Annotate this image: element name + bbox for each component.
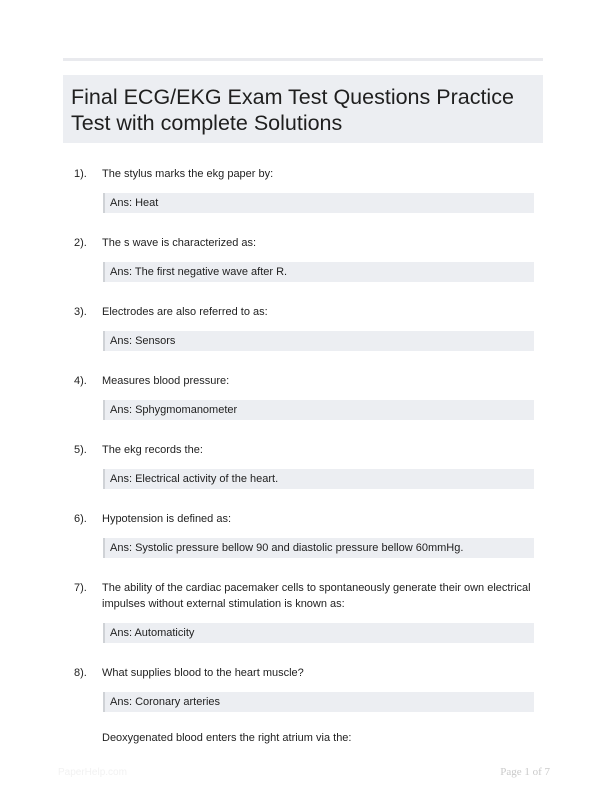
question-text: Electrodes are also referred to as:	[102, 306, 268, 318]
question-item	[0, 442, 606, 489]
question-item	[0, 304, 606, 351]
question-number: 8).	[74, 667, 87, 679]
page-title: Final ECG/EKG Exam Test Questions Practice Test with complete Solutions	[71, 85, 514, 135]
question-text: The ability of the cardiac pacemaker cells to spontaneously generate their own electrical impulses without external stimulation is known as:	[102, 582, 531, 610]
question-text: The ekg records the:	[102, 444, 203, 456]
answer-box: Ans: Heat	[103, 193, 534, 213]
question-text: The s wave is characterized as:	[102, 237, 257, 249]
question-text: Measures blood pressure:	[102, 375, 230, 387]
page-number: Page 1 of 7	[500, 766, 550, 778]
question-list	[0, 166, 606, 712]
question-item	[0, 580, 606, 643]
next-question-text: Deoxygenated blood enters the right atrium via the:	[102, 732, 352, 744]
question-number: 5).	[74, 444, 87, 456]
answer-box: Ans: Coronary arteries	[103, 692, 534, 712]
question-text: Hypotension is defined as:	[102, 513, 232, 525]
answer-box: Ans: Sphygmomanometer	[103, 400, 534, 420]
question-item	[0, 166, 606, 213]
question-text: What supplies blood to the heart muscle?	[102, 667, 304, 679]
question-number: 7).	[74, 582, 87, 594]
answer-box: Ans: Systolic pressure bellow 90 and diastolic pressure bellow 60mmHg.	[103, 538, 534, 558]
question-text: The stylus marks the ekg paper by:	[102, 168, 274, 180]
question-item	[0, 665, 606, 712]
question-item	[0, 235, 606, 282]
question-number: 4).	[74, 375, 87, 387]
answer-box: Ans: The first negative wave after R.	[103, 262, 534, 282]
question-item	[0, 511, 606, 558]
question-number: 1).	[74, 168, 87, 180]
question-number: 2).	[74, 237, 87, 249]
answer-box: Ans: Automaticity	[103, 623, 534, 643]
question-number: 6).	[74, 513, 87, 525]
source-watermark: PaperHelp.com	[58, 767, 127, 778]
question-number: 3).	[74, 306, 87, 318]
answer-box: Ans: Sensors	[103, 331, 534, 351]
title-banner	[63, 75, 543, 143]
answer-box: Ans: Electrical activity of the heart.	[103, 469, 534, 489]
top-divider	[63, 58, 543, 61]
question-item	[0, 373, 606, 420]
